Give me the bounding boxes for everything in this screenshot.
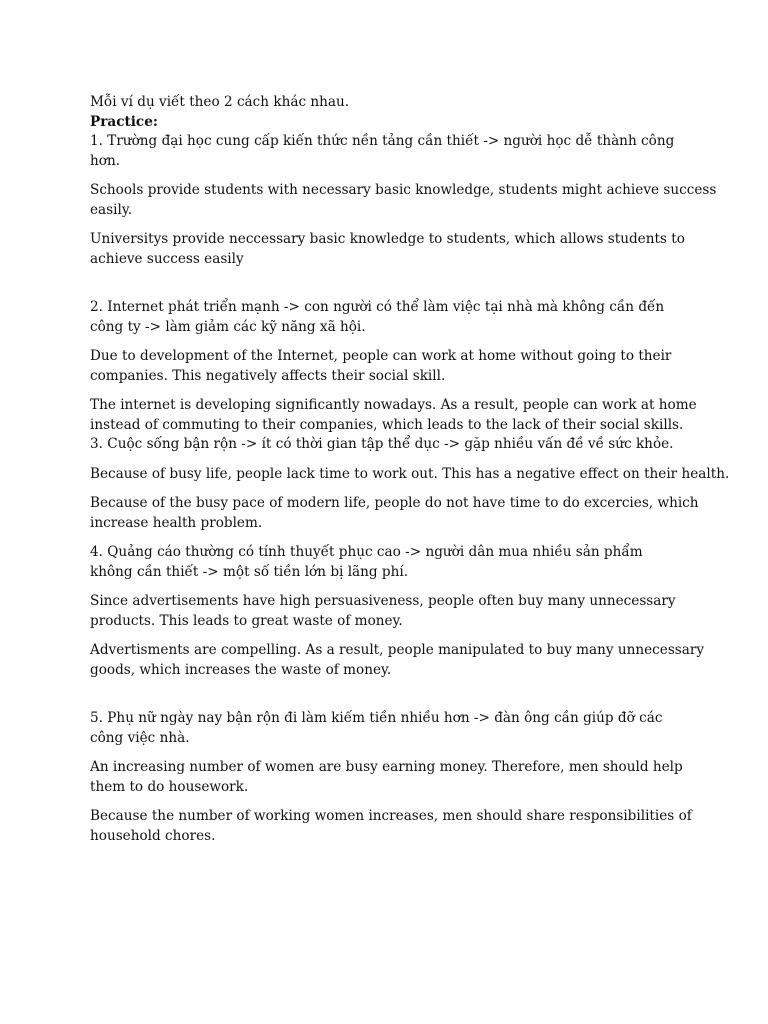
practice-item-3 <box>90 435 730 533</box>
item-5-prompt-line-2: công việc nhà. <box>90 729 190 746</box>
item-1-answer-1-line-2: easily. <box>90 201 133 218</box>
item-4-prompt-line-1: 4. Quảng cáo thường có tính thuyết phục cao -> người dân mua nhiều sản phẩm <box>90 544 643 560</box>
item-5-answer-2-line-1: Because the number of working women increases, men should share responsibilities of <box>90 808 692 824</box>
intro-text: Mỗi ví dụ viết theo 2 cách khác nhau. <box>90 94 350 110</box>
item-4-answer-2-line-2: goods, which increases the waste of money. <box>90 661 392 678</box>
document-page <box>90 93 730 846</box>
practice-item-4 <box>90 543 705 680</box>
item-5-answer-1-line-1: An increasing number of women are busy earning money. Therefore, men should help <box>90 759 683 775</box>
practice-heading: Practice: <box>90 113 158 130</box>
item-5-answer-1-line-2: them to do housework. <box>90 778 249 795</box>
item-1-answer-2-line-1: Universitys provide neccessary basic knowledge to students, which allows students to <box>90 231 685 247</box>
item-3-answer-2-line-1: Because of the busy pace of modern life, people do not have time to do excercies, which <box>90 495 699 511</box>
item-3-answer-2-line-2: increase health problem. <box>90 514 263 531</box>
item-1-answer-1-line-1: Schools provide students with necessary basic knowledge, students might achieve success <box>90 182 717 198</box>
item-2-answer-2-line-1: The internet is developing significantly nowadays. As a result, people can work at home <box>90 397 697 413</box>
item-4-prompt-line-2: không cần thiết -> một số tiền lớn bị lãng phí. <box>90 563 409 580</box>
item-4-answer-1-line-2: products. This leads to great waste of money. <box>90 612 403 629</box>
practice-item-1 <box>90 132 717 269</box>
item-1-answer-2-line-2: achieve success easily <box>90 250 244 267</box>
item-3-prompt-line-1: 3. Cuộc sống bận rộn -> ít có thời gian tập thể dục -> gặp nhiều vấn đề về sức khỏe. <box>90 436 674 452</box>
item-4-answer-2-line-1: Advertisments are compelling. As a result, people manipulated to buy many unnecessary <box>90 642 705 658</box>
item-5-prompt-line-1: 5. Phụ nữ ngày nay bận rộn đi làm kiếm tiền nhiều hơn -> đàn ông cần giúp đỡ các <box>90 710 663 726</box>
item-3-answer-1-line-1: Because of busy life, people lack time to work out. This has a negative effect on their health. <box>90 465 730 482</box>
item-4-answer-1-line-1: Since advertisements have high persuasiveness, people often buy many unnecessary <box>90 593 676 609</box>
item-2-prompt-line-1: 2. Internet phát triển mạnh -> con người có thể làm việc tại nhà mà không cần đến <box>90 299 665 315</box>
practice-item-5 <box>90 709 690 846</box>
practice-item-2 <box>90 298 697 435</box>
item-2-prompt-line-2: công ty -> làm giảm các kỹ năng xã hội. <box>90 318 366 335</box>
item-2-answer-1-line-2: companies. This negatively affects their social skill. <box>90 367 446 384</box>
item-2-answer-2-line-2: instead of commuting to their companies, which leads to the lack of their social skills. <box>90 416 684 433</box>
item-2-answer-1-line-1: Due to development of the Internet, people can work at home without going to their <box>90 348 672 364</box>
item-1-prompt-line-1: 1. Trường đại học cung cấp kiến thức nền tảng cần thiết -> người học dễ thành công <box>90 133 675 149</box>
item-1-prompt-line-2: hơn. <box>90 152 121 169</box>
item-5-answer-2-line-2: household chores. <box>90 827 216 844</box>
